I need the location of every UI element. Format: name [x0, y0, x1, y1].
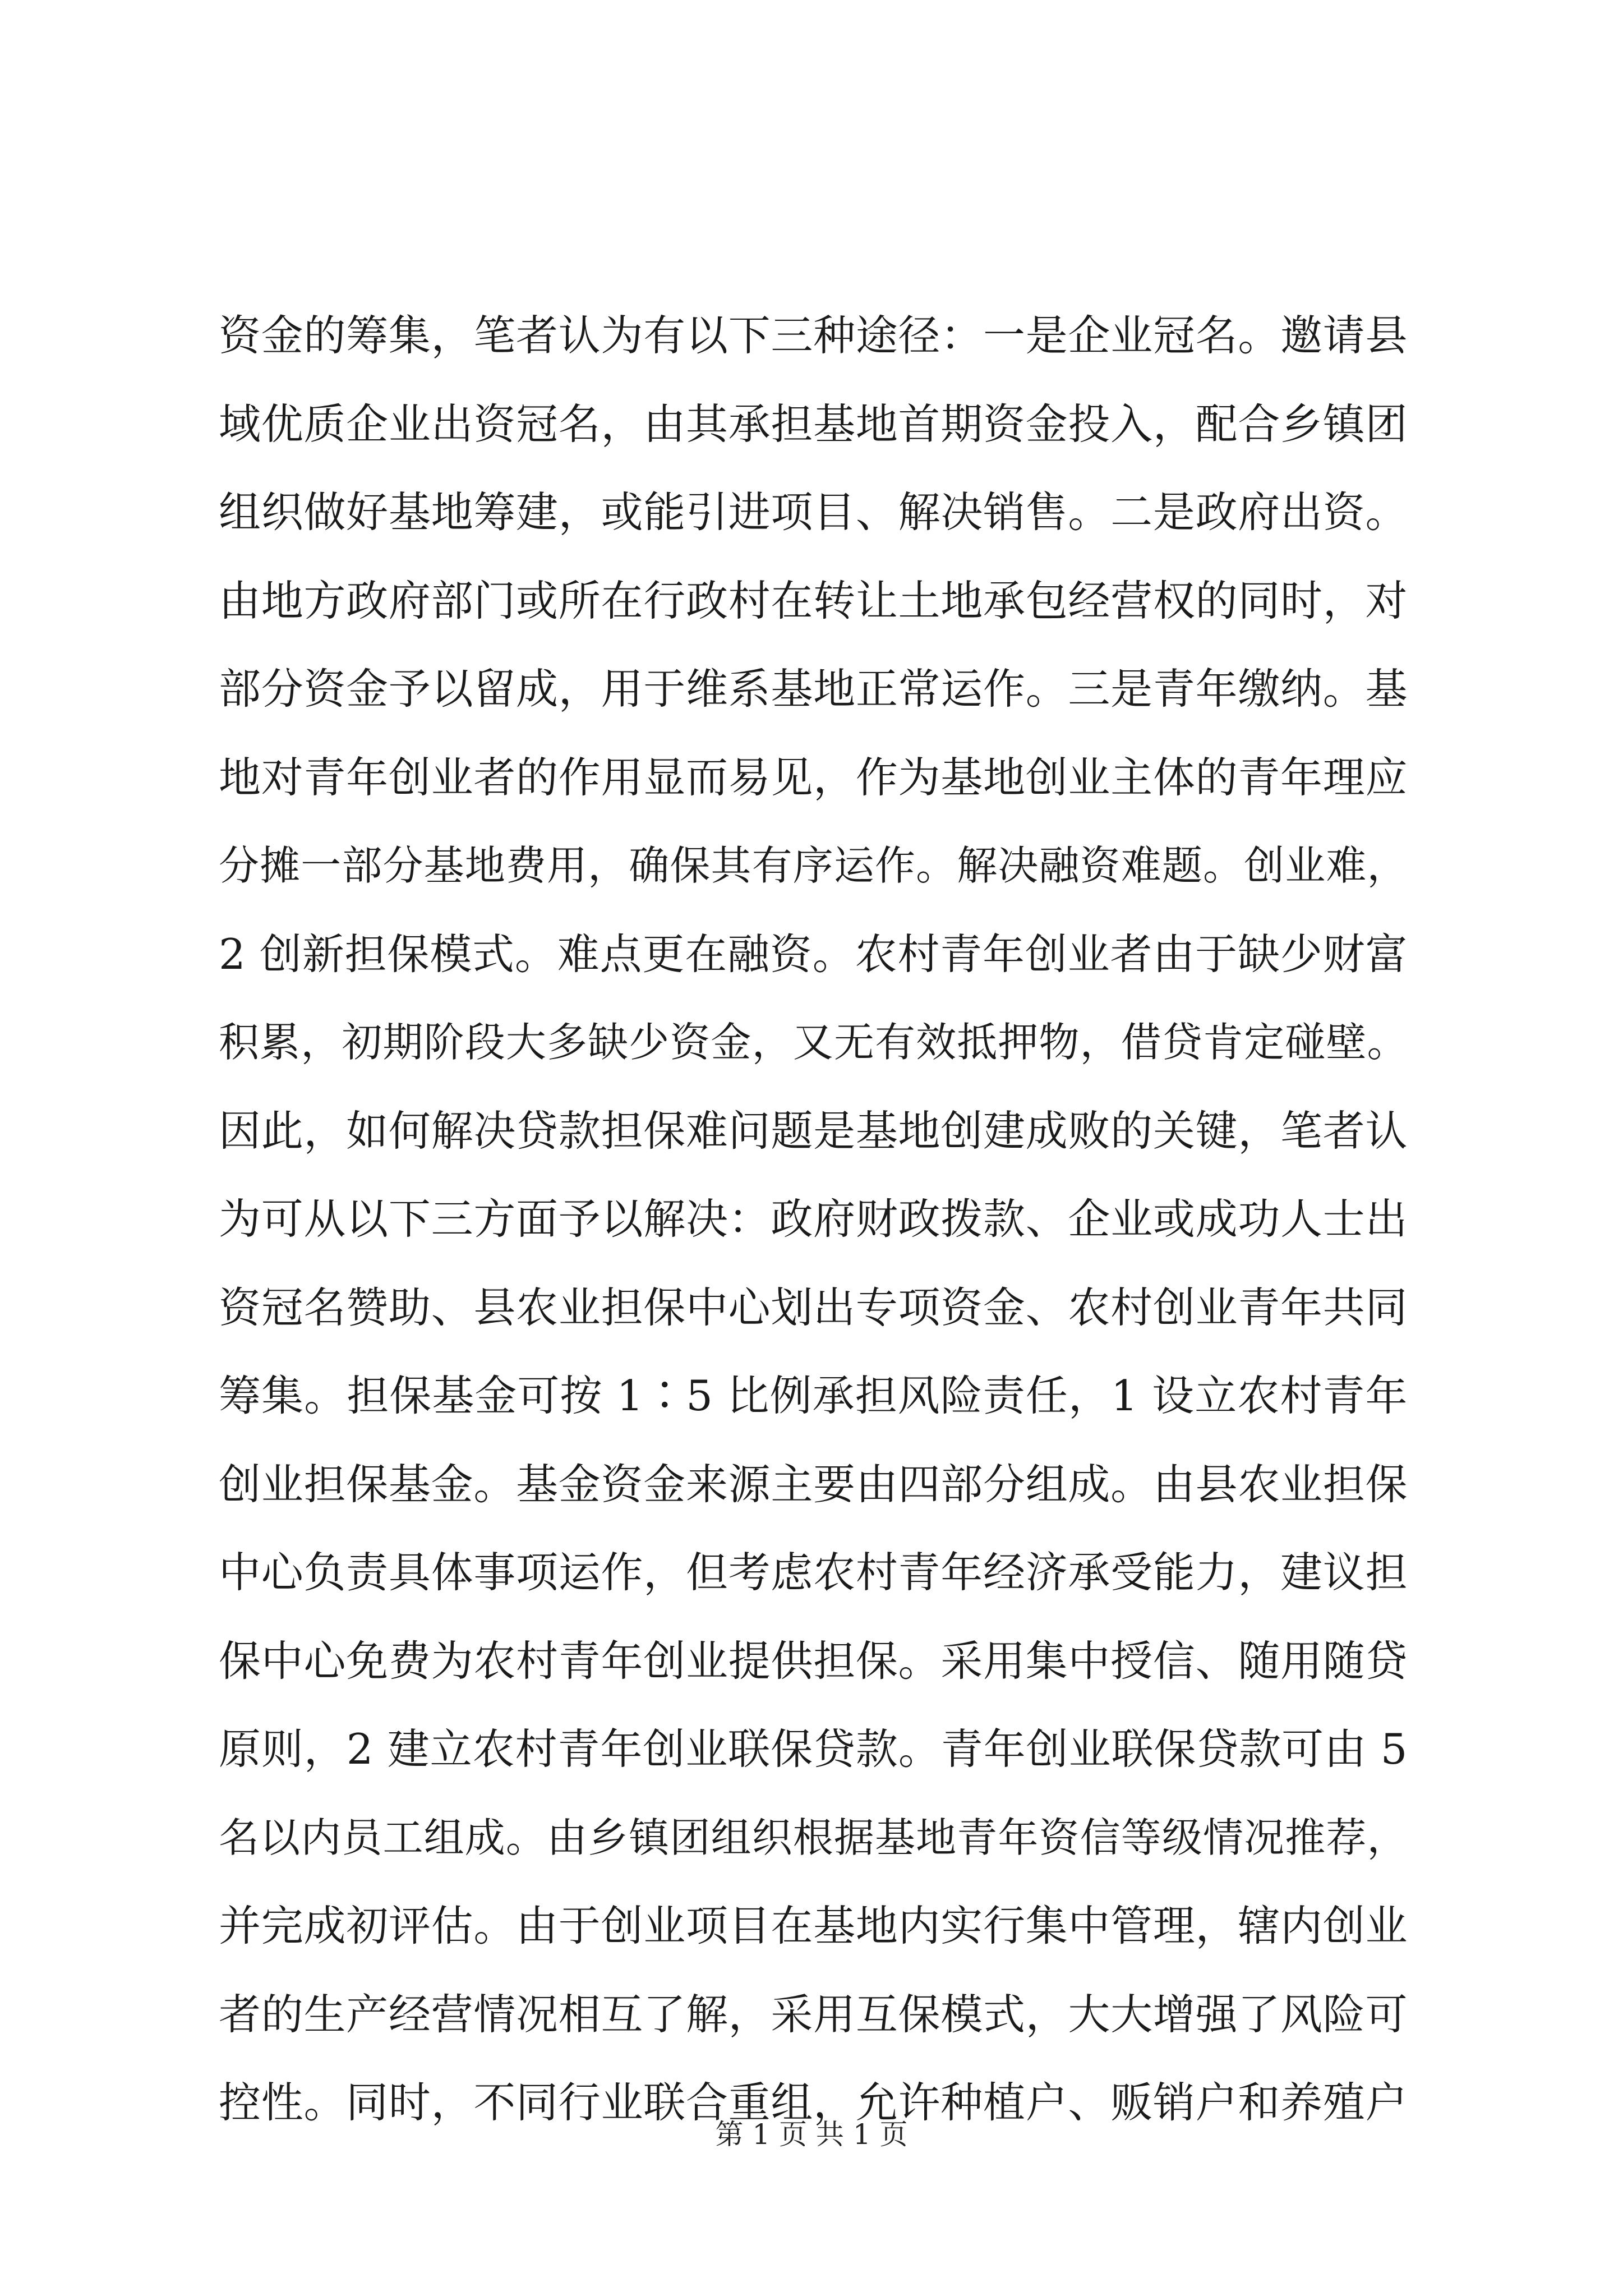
text-line: 2 创新担保模式。难点更在融资。农村青年创业者由于缺少财富 [219, 929, 1408, 979]
page-footer: 第 1 页 共 1 页 [715, 2118, 908, 2151]
text-line: 保中心免费为农村青年创业提供担保。采用集中授信、随用随贷 [219, 1636, 1408, 1686]
text-line: 中心负责具体事项运作，但考虑农村青年经济承受能力，建议担 [219, 1548, 1408, 1597]
text-line: 地对青年创业者的作用显而易见，作为基地创业主体的青年理应 [219, 752, 1408, 802]
text-line: 控性。同时，不同行业联合重组，允许种植户、贩销户和养殖户 [219, 2078, 1408, 2127]
text-line: 因此，如何解决贷款担保难问题是基地创建成败的关键，笔者认 [219, 1106, 1408, 1156]
text-line: 并完成初评估。由于创业项目在基地内实行集中管理，辖内创业 [219, 1901, 1408, 1950]
text-line: 域优质企业出资冠名，由其承担基地首期资金投入，配合乡镇团 [219, 399, 1408, 449]
text-line: 者的生产经营情况相互了解，采用互保模式，大大增强了风险可 [219, 1989, 1408, 2039]
text-line: 组织做好基地筹建，或能引进项目、解决销售。二是政府出资。 [219, 487, 1408, 537]
text-line: 创业担保基金。基金资金来源主要由四部分组成。由县农业担保 [219, 1459, 1408, 1509]
body-text [219, 292, 1408, 2147]
text-line: 资金的筹集，笔者认为有以下三种途径：一是企业冠名。邀请县 [219, 311, 1408, 360]
text-line: 部分资金予以留成，用于维系基地正常运作。三是青年缴纳。基 [219, 664, 1408, 714]
text-line: 积累，初期阶段大多缺少资金，又无有效抵押物，借贷肯定碰壁。 [219, 1019, 1408, 1066]
text-line: 原则，2 建立农村青年创业联保贷款。青年创业联保贷款可由 5 [219, 1724, 1408, 1774]
text-line: 由地方政府部门或所在行政村在转让土地承包经营权的同时，对 [219, 576, 1408, 625]
text-line: 名以内员工组成。由乡镇团组织根据基地青年资信等级情况推荐， [219, 1814, 1408, 1861]
text-line: 筹集。担保基金可按 1∶5 比例承担风险责任，1 设立农村青年 [219, 1371, 1408, 1420]
text-line: 资冠名赞助、县农业担保中心划出专项资金、农村创业青年共同 [219, 1282, 1408, 1332]
text-line: 分摊一部分基地费用，确保其有序运作。解决融资难题。创业难， [219, 842, 1408, 889]
text-line: 为可从以下三方面予以解决：政府财政拨款、企业或成功人士出 [219, 1194, 1408, 1244]
